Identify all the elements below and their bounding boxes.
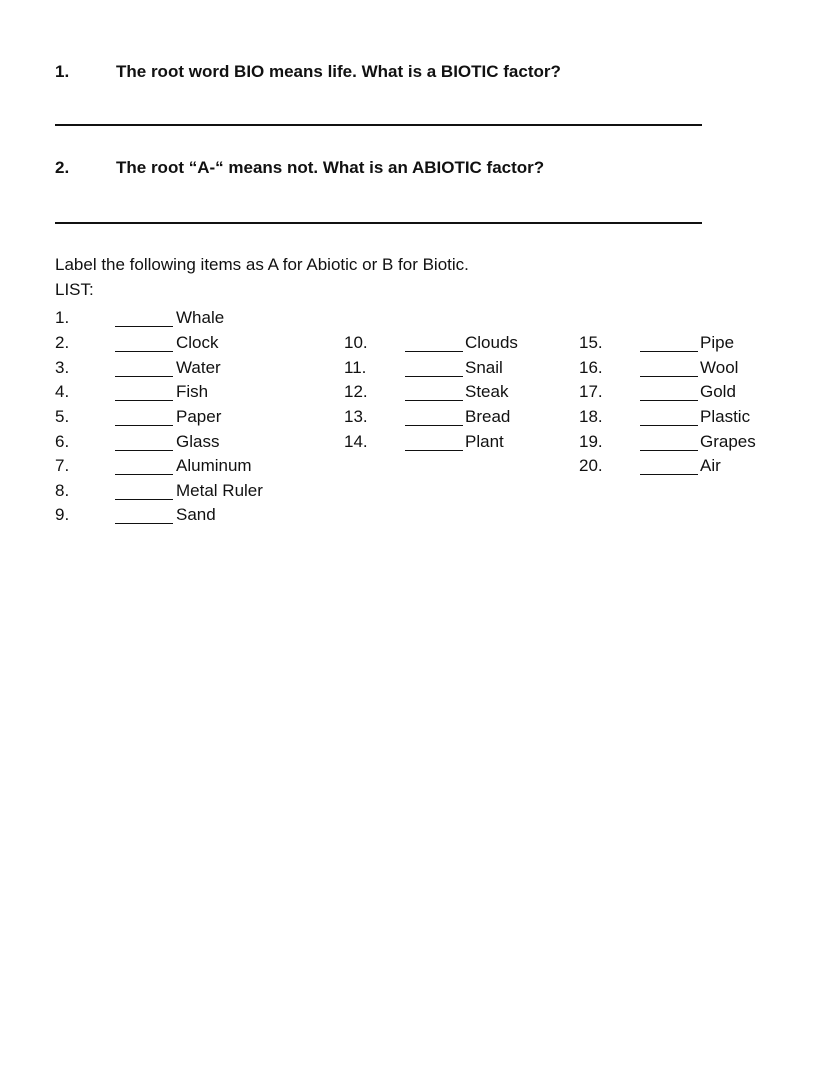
item-number: 12. [344,382,368,401]
item-label: Steak [465,382,509,401]
item-number: 10. [344,333,368,352]
answer-blank[interactable] [405,376,463,377]
item-label: Aluminum [176,456,252,475]
item-number: 8. [55,481,70,500]
item-label: Bread [465,407,511,426]
item-label: Snail [465,358,503,377]
item-number: 9. [55,505,70,524]
answer-blank[interactable] [115,499,173,500]
item-label: Fish [176,382,209,401]
answer-line-2[interactable] [55,222,702,224]
item-label: Pipe [700,333,735,352]
item-label: Air [700,456,721,475]
item-label: Gold [700,382,736,401]
question-number: 1. [55,62,70,81]
answer-blank[interactable] [115,376,173,377]
item-label: Clock [176,333,219,352]
item-number: 3. [55,358,70,377]
answer-blank[interactable] [640,400,698,401]
item-number: 16. [579,358,603,377]
answer-blank[interactable] [640,376,698,377]
item-label: Water [176,358,221,377]
instructions: Label the following items as A for Abiotic or B for Biotic. [55,255,469,274]
item-label: Glass [176,432,220,451]
answer-blank[interactable] [115,474,173,475]
item-number: 20. [579,456,603,475]
answer-blank[interactable] [640,474,698,475]
item-number: 7. [55,456,70,475]
answer-blank[interactable] [115,450,173,451]
answer-blank[interactable] [405,400,463,401]
item-number: 11. [344,358,367,377]
item-number: 15. [579,333,603,352]
item-number: 19. [579,432,603,451]
answer-blank[interactable] [115,425,173,426]
item-label: Paper [176,407,222,426]
item-number: 13. [344,407,368,426]
answer-blank[interactable] [640,425,698,426]
question-text: The root word BIO means life. What is a BIOTIC factor? [116,62,561,81]
item-number: 2. [55,333,70,352]
answer-blank[interactable] [405,351,463,352]
item-number: 18. [579,407,603,426]
item-label: Whale [176,308,225,327]
item-label: Sand [176,505,216,524]
answer-blank[interactable] [640,450,698,451]
item-number: 14. [344,432,368,451]
item-number: 1. [55,308,70,327]
item-number: 17. [579,382,603,401]
list-heading: LIST: [55,280,94,299]
answer-line-1[interactable] [55,124,702,126]
answer-blank[interactable] [115,326,173,327]
item-number: 6. [55,432,70,451]
item-label: Plastic [700,407,751,426]
item-label: Grapes [700,432,756,451]
answer-blank[interactable] [115,351,173,352]
answer-blank[interactable] [115,400,173,401]
question-number: 2. [55,158,70,177]
answer-blank[interactable] [115,523,173,524]
item-label: Metal Ruler [176,481,263,500]
item-label: Plant [465,432,504,451]
question-text: The root “A-“ means not. What is an ABIOTIC factor? [116,158,545,177]
item-label: Clouds [465,333,518,352]
answer-blank[interactable] [405,425,463,426]
answer-blank[interactable] [640,351,698,352]
item-label: Wool [700,358,739,377]
item-number: 5. [55,407,70,426]
item-number: 4. [55,382,70,401]
answer-blank[interactable] [405,450,463,451]
